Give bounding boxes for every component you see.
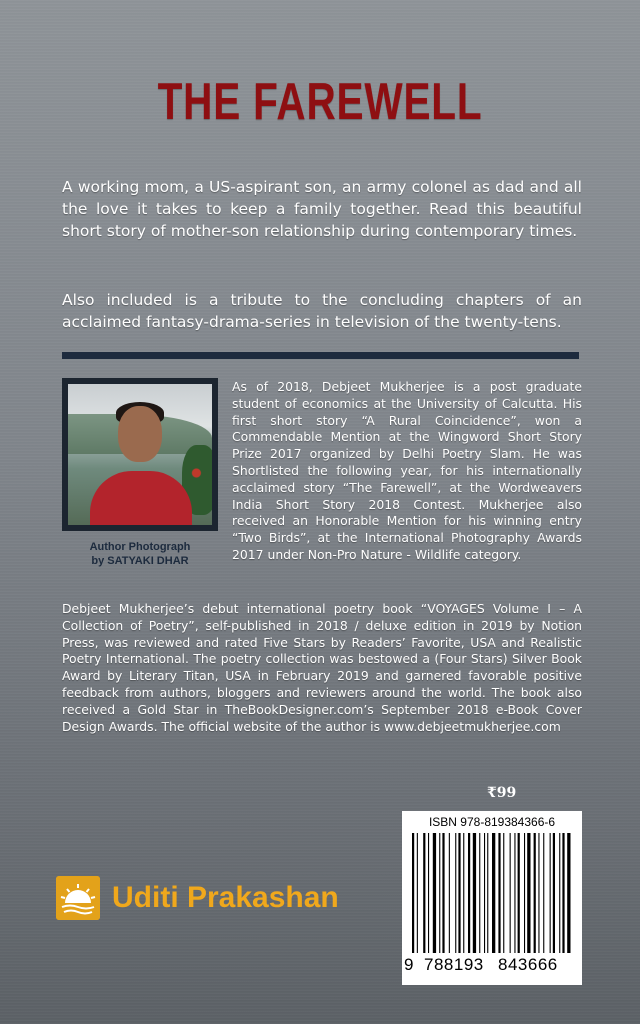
photo-caption-line2: by SATYAKI DHAR (91, 555, 189, 567)
barcode-digit-first: 9 (404, 955, 414, 974)
author-bio: As of 2018, Debjeet Mukherjee is a post graduate student of economics at the University of Calcutta. His first short story “A Rural Coincidence”, won a Commendable Mention at the Wingword Short Story Prize 2017 organized by Delhi Poetry Slam. He was Shortlisted the following year, for his internationally acclaimed story “The Farewell”, at the Wordweavers India Short Story 2018 Contest. Mukherjee also received an Honorable Mention for his winning entry “Two Birds”, at the International Photography Awards 2017 under Non-Pro Nature - Wildlife category. (232, 379, 582, 562)
photo-caption-line1: Author Photograph (89, 541, 191, 553)
author-bio-continued: Debjeet Mukherjee’s debut international poetry book “VOYAGES Volume I – A Collection of Poetry”, self-published in 2018 / deluxe edition in 2019 by Notion Press, was reviewed and rated Five Stars by Readers’ Favorite, USA and Realistic Poetry International. The poetry collection was bestowed a (Four Stars) Silver Book Award by Literary Titan, USA in February 2019 and garnered favorable positive feedback from authors, bloggers and reviewers around the world. The book also received a Gold Star in TheBookDesigner.com’s September 2018 e-Book Cover Design Awards. The official website of the author is www.debjeetmukherjee.com (62, 601, 582, 734)
price-label: ₹99 (487, 785, 517, 801)
publisher-logo (56, 876, 339, 920)
section-divider (62, 352, 579, 359)
sunrise-logo-icon (56, 876, 100, 920)
blurb-paragraph-1: A working mom, a US-aspirant son, an army colonel as dad and all the love it takes to keep a family together. Read this beautiful short story of mother-son relationship during contemporary times. (62, 178, 582, 240)
barcode-digit-group-1: 788193 (424, 955, 484, 974)
isbn-barcode (402, 811, 582, 985)
barcode-bars (412, 833, 572, 953)
isbn-number: ISBN 978-819384366-6 (428, 815, 556, 829)
book-title: THE FAREWELL (157, 73, 483, 131)
barcode-digit-group-2: 843666 (498, 955, 558, 974)
publisher-name: Uditi Prakashan (112, 881, 339, 914)
photo-credit (62, 540, 218, 568)
blurb-paragraph-2: Also included is a tribute to the concluding chapters of an acclaimed fantasy-drama-series in television of the twenty-tens. (62, 291, 582, 331)
author-photo (62, 378, 218, 531)
author-portrait-image (68, 384, 212, 525)
